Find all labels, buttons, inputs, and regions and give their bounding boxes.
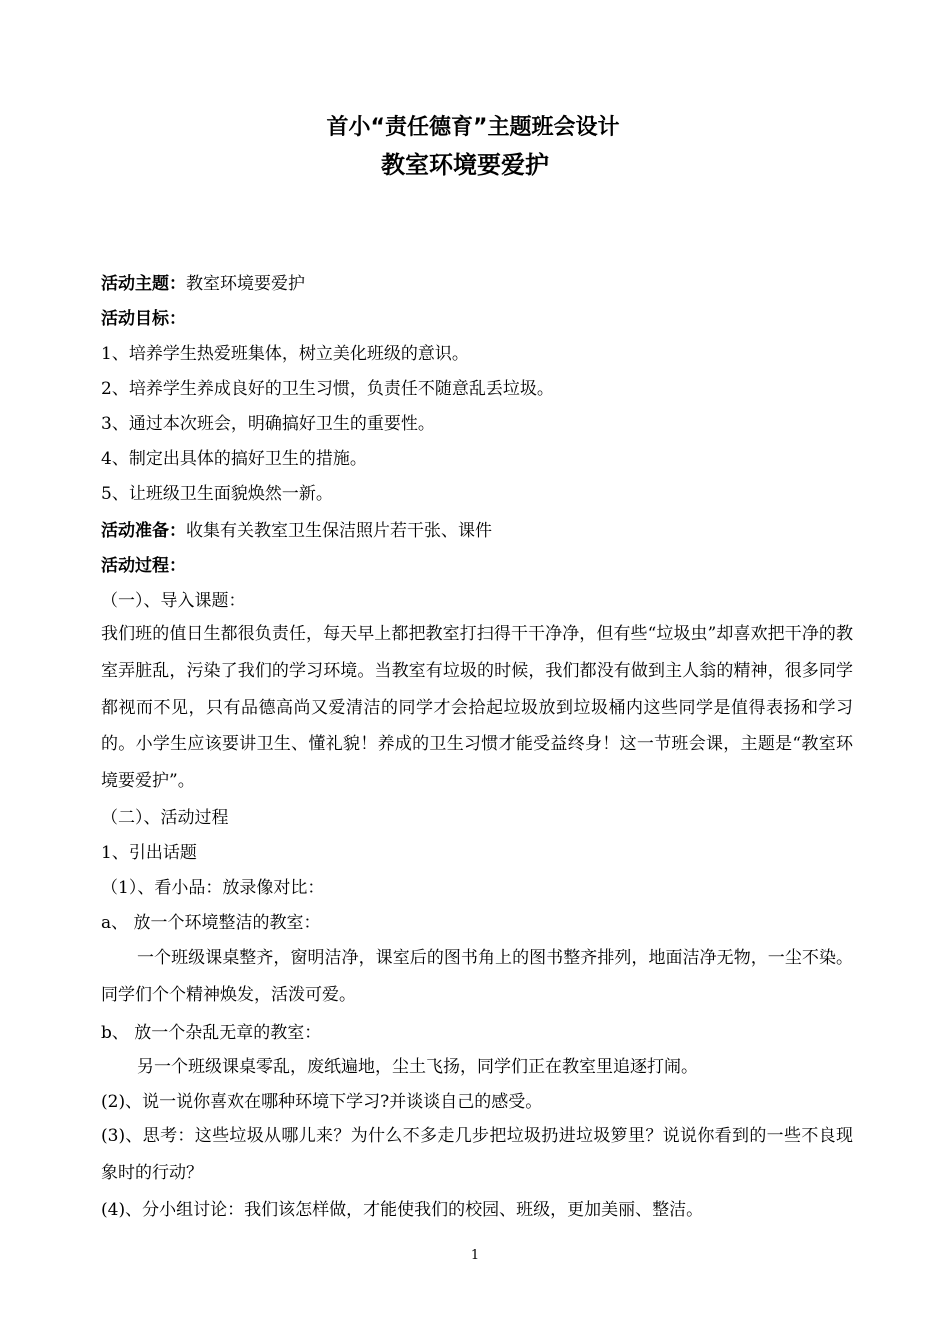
sub-item: （1）、看小品：放录像对比： [101, 878, 325, 898]
sub-item: (2)、说一说你喜欢在哪种环境下学习?并谈谈自己的感受。 [101, 1092, 543, 1112]
list-item-b: b、 放一个杂乱无章的教室： [101, 1023, 322, 1043]
section-heading: （二）、活动过程 [101, 808, 229, 828]
sub-item: (4)、分小组讨论：我们该怎样做，才能使我们的校园、班级，更加美丽、整洁。 [101, 1200, 704, 1220]
section-heading: （一）、导入课题： [101, 591, 246, 611]
goal-item: 1、培养学生热爱班集体，树立美化班级的意识。 [101, 344, 469, 364]
intro-paragraph: 我们班的值日生都很负责任，每天早上都把教室打扫得干干净净，但有些“垃圾虫”却喜欢把干净的教室弄脏乱，污染了我们的学习环境。当教室有垃圾的时候，我们都没有做到主人翁的精神，很多同学都视而不见，只有品德高尚又爱清洁的同学才会拾起垃圾放到垃圾桶内这些同学是值得表扬和学习的。小学生应该要讲卫生、懂礼貌！养成的卫生习惯才能受益终身！这一节班会课，主题是“教室环境要爱护”。 [101, 624, 853, 792]
prep-value: 收集有关教室卫生保洁照片若干张、课件 [186, 521, 492, 541]
goal-item: 4、制定出具体的搞好卫生的措施。 [101, 449, 367, 469]
theme-label: 活动主题： [101, 274, 186, 294]
item-a-description: 一个班级课桌整齐，窗明洁净，课室后的图书角上的图书整齐排列，地面洁净无物，一尘不染。同学们个个精神焕发，活泼可爱。 [101, 948, 853, 1005]
page-number: 1 [470, 1248, 480, 1263]
activity-preparation [101, 513, 853, 549]
list-item-a: a、 放一个环境整洁的教室： [101, 913, 321, 933]
document-title: 首小“责任德育”主题班会设计 [326, 115, 620, 140]
item-b-description: 另一个班级课桌零乱，废纸遍地，尘土飞扬，同学们正在教室里追逐打闹。 [137, 1057, 698, 1077]
goals-label: 活动目标： [101, 309, 186, 329]
goal-item: 3、通过本次班会，明确搞好卫生的重要性。 [101, 414, 435, 434]
prep-label: 活动准备： [101, 521, 186, 541]
activity-theme [101, 266, 853, 302]
process-label: 活动过程： [101, 556, 186, 576]
sub-item-paragraph: (3)、思考：这些垃圾从哪儿来？为什么不多走几步把垃圾扔进垃圾箩里？说说你看到的一些不良现象时的行动？ [101, 1126, 853, 1183]
goal-item: 5、让班级卫生面貌焕然一新。 [101, 484, 333, 504]
theme-value: 教室环境要爱护 [186, 274, 305, 294]
step-heading: 1、引出话题 [101, 843, 197, 863]
document-subtitle: 教室环境要爱护 [381, 151, 549, 179]
goal-item: 2、培养学生养成良好的卫生习惯，负责任不随意乱丢垃圾。 [101, 379, 554, 399]
